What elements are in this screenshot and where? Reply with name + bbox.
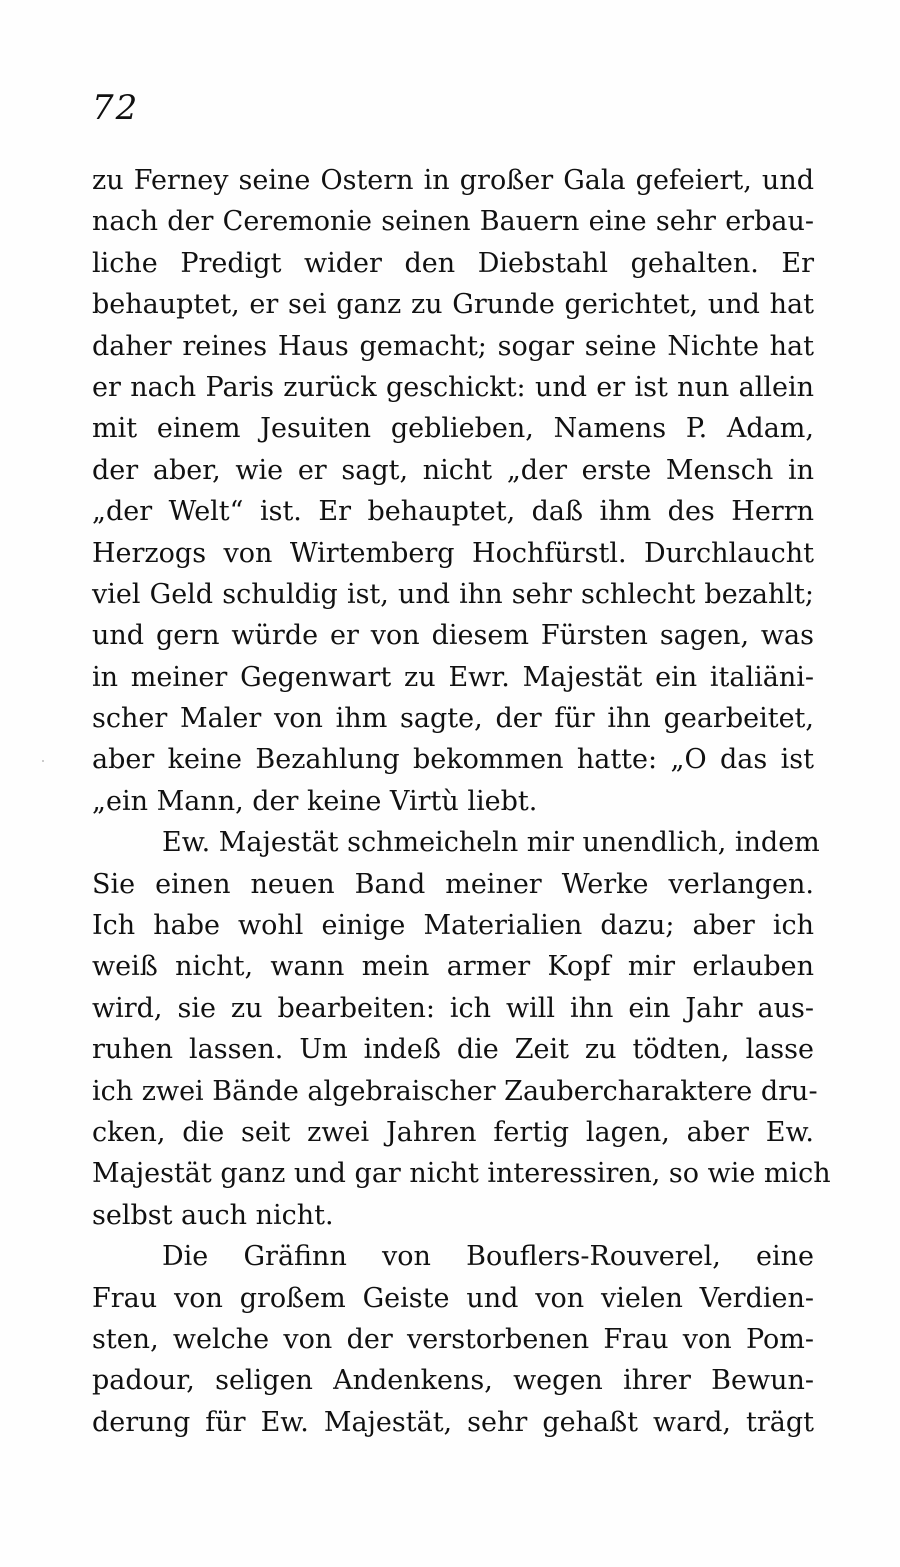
text-line: daher reines Haus gemacht; sogar seine Nichte hat [92, 330, 814, 362]
text-line: Majestät ganz und gar nicht interessiren, so wie mich [92, 1158, 831, 1190]
text-line: und gern würde er von diesem Fürsten sagen, was [92, 620, 814, 652]
text-line: „der Welt“ ist. Er behauptet, daß ihm des Herrn [92, 496, 814, 528]
text-line: der aber, wie er sagt, nicht „der erste Mensch in [92, 454, 814, 486]
text-line: Sie einen neuen Band meiner Werke verlangen. [92, 868, 814, 900]
text-line: Ich habe wohl einige Materialien dazu; aber ich [92, 910, 814, 942]
text-line: wird, sie zu bearbeiten: ich will ihn ein Jahr aus- [92, 992, 814, 1024]
text-line: er nach Paris zurück geschickt: und er ist nun allein [92, 371, 814, 403]
page-number: 72 [92, 88, 140, 128]
paragraph-start-line: Die Gräfinn von Bouflers-Rouverel, eine [162, 1241, 814, 1273]
text-line: ich zwei Bände algebraischer Zaubercharaktere dru- [92, 1075, 818, 1107]
text-line: sten, welche von der verstorbenen Frau von Pom- [92, 1323, 814, 1355]
text-line: viel Geld schuldig ist, und ihn sehr schlecht bezahlt; [92, 578, 814, 610]
paragraph-start-line: Ew. Majestät schmeicheln mir unendlich, indem [162, 827, 820, 859]
text-line: liche Predigt wider den Diebstahl gehalten. Er [92, 247, 814, 279]
text-line: mit einem Jesuiten geblieben, Namens P. Adam, [92, 413, 814, 445]
body-text [92, 160, 831, 1443]
text-line: ruhen lassen. Um indeß die Zeit zu tödten, lasse [92, 1034, 814, 1066]
paper-speck [42, 760, 44, 762]
text-line: Herzogs von Wirtemberg Hochfürstl. Durchlaucht [92, 537, 814, 569]
text-line: aber keine Bezahlung bekommen hatte: „O das ist [92, 744, 814, 776]
text-line: selbst auch nicht. [92, 1199, 334, 1231]
text-line: in meiner Gegenwart zu Ewr. Majestät ein italiäni- [92, 661, 814, 693]
text-line: padour, seligen Andenkens, wegen ihrer Bewun- [92, 1365, 814, 1397]
text-line: Frau von großem Geiste und von vielen Verdien- [92, 1282, 814, 1314]
text-line: weiß nicht, wann mein armer Kopf mir erlauben [92, 951, 814, 983]
text-line: derung für Ew. Majestät, sehr gehaßt ward, trägt [92, 1406, 814, 1438]
text-line: cken, die seit zwei Jahren fertig lagen, aber Ew. [92, 1116, 814, 1148]
text-line: scher Maler von ihm sagte, der für ihn gearbeitet, [92, 703, 814, 735]
text-line: nach der Ceremonie seinen Bauern eine sehr erbau- [92, 206, 814, 238]
text-line: behauptet, er sei ganz zu Grunde gerichtet, und hat [92, 289, 814, 321]
text-line: zu Ferney seine Ostern in großer Gala gefeiert, und [92, 165, 814, 196]
text-line: „ein Mann, der keine Virtù liebt. [92, 785, 538, 817]
